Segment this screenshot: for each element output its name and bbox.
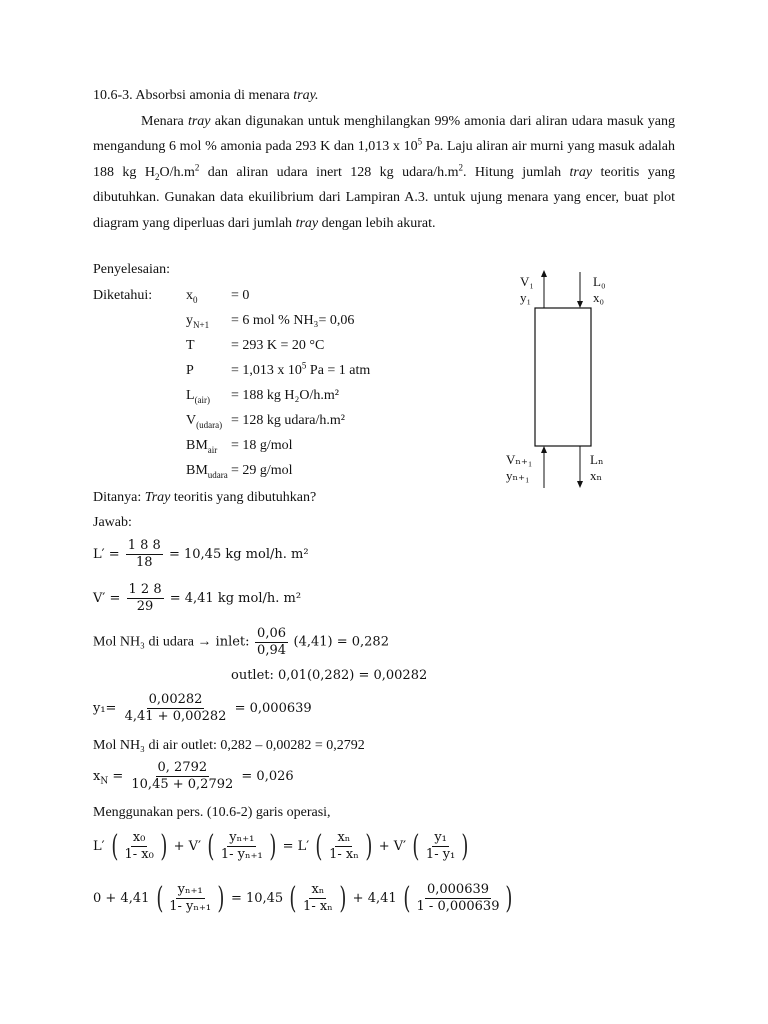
given-value: = 1,013 x $10^5$ Pa = 1 atm [231, 360, 371, 378]
given-value: = 18 g/mol [231, 438, 293, 453]
label-ln: Lₙ [590, 452, 604, 467]
vn1-arrowhead [541, 446, 547, 453]
superscript: 2 [458, 162, 463, 173]
given-row [0, 313, 768, 335]
asked-line: Ditanya: Tray teoritis yang dibutuhkan? [93, 490, 317, 505]
mol-air-outlet: outlet: 0,01(0,282) = 0,00282 [231, 668, 428, 683]
equation-operating-line: L′ ( $\frac{\text{x₀}}{\text{1- x₀}}$ ) + V′ ( $\frac{\text{yₙ₊₁}}{\text{1- yₙ₊₁}}$ ) = L′ ( $\frac{\text{xₙ}}{\text{1- xₙ}}$ ) + V′ ( $\frac{\text{y₁}}{\text{1- y₁}}$ ) [93, 828, 469, 864]
subscript: 2 [154, 171, 160, 182]
column-body [535, 308, 591, 446]
mol-air-inlet: Mol NH₃ di udara → inlet: $\frac{0,06}{0,94}$ (4,41) = 0,282 [93, 626, 389, 658]
problem-text: dengan lebih akurat. [318, 215, 436, 231]
mol-water-outlet: Mol NH₃ di air outlet: 0,282 – 0,00282 = 0,2792 [93, 738, 365, 753]
superscript: 2 [194, 162, 200, 173]
l0-arrowhead [577, 301, 583, 308]
superscript: 5 [417, 136, 423, 147]
equation-v-prime: V′ = $\frac{1 2 8}{29}$ = 4,41 kg mol/h. m² [93, 582, 302, 614]
equation-xn: $x_N$ = $\frac{0, 2792}{10,45 + 0,2792}$ = 0,026 [93, 760, 294, 792]
operating-line-text: Menggunakan pers. (10.6-2) garis operasi, [93, 805, 331, 820]
arrow-right-icon: → [197, 634, 212, 650]
title-text: 10.6-3. Absorbsi amonia di menara [93, 88, 294, 103]
tray-column-diagram [500, 270, 630, 490]
given-key: $L_{(air)}$ [186, 388, 211, 405]
given-value: = 0 [231, 288, 250, 303]
given-key: T [186, 338, 195, 353]
label-x0: x₀ [593, 290, 605, 305]
problem-text: Pa. Laju aliran air murni yang masuk adalah 188 kg H [93, 139, 676, 180]
given-row [0, 360, 768, 385]
equation-l-prime: L′ = $\frac{1 8 8}{18}$ = 10,45 kg mol/h. m² [93, 538, 309, 570]
label-xn: xₙ [590, 468, 603, 483]
problem-title [93, 88, 319, 104]
label-y1: y₁ [520, 290, 532, 305]
given-row [0, 288, 768, 310]
answer-label: Jawab: [93, 515, 132, 530]
label-yn1: yₙ₊₁ [506, 468, 530, 483]
equation-y1: y₁= $\frac{0,00282}{4,41 + 0,00282}$ = 0,000639 [93, 692, 312, 724]
solution-label: Penyelesaian: [93, 262, 170, 277]
problem-italic: tray [295, 215, 319, 231]
given-key: $V_{(udara)}$ [186, 413, 223, 430]
problem-italic: tray [187, 114, 211, 129]
given-key: $BM_{udara}$ [186, 463, 228, 480]
label-v1: V₁ [520, 274, 534, 289]
given-row [0, 438, 768, 460]
given-value: = 6 mol % NH₃= 0,06 [231, 313, 355, 328]
known-label: Diketahui: [93, 288, 153, 303]
given-row [0, 413, 768, 435]
problem-text: . Hitung jumlah [462, 164, 570, 180]
problem-statement [93, 109, 675, 236]
given-key: $BM_{air}$ [186, 438, 218, 455]
v1-arrowhead [541, 270, 547, 277]
problem-text: akan digunakan untuk menghilangkan 99% amonia dari aliran udara masuk yang mengandung 6 mol % amonia pada 293 K dan 1,013 x 10 [93, 114, 675, 155]
given-value: = 29 g/mol [231, 463, 293, 478]
given-row [0, 463, 768, 485]
title-italic: tray. [293, 88, 319, 103]
problem-text: O/h.m [159, 164, 195, 180]
problem-text: dan aliran udara inert 128 kg udara/h.m [199, 164, 459, 180]
given-key: $y_{N+1}$ [186, 313, 210, 330]
problem-italic: tray [569, 164, 593, 180]
given-row [0, 338, 768, 360]
ln-arrowhead [577, 481, 583, 488]
given-value: = 188 kg H₂O/h.m² [231, 388, 339, 403]
given-row [0, 388, 768, 410]
equation-operating-line-numeric: 0 + 4,41 ( $\frac{\text{yₙ₊₁}}{\text{1- yₙ₊₁}}$ ) = 10,45 ( $\frac{\text{xₙ}}{\text{1- xₙ}}$ ) + 4,41 ( $\frac{0,000639}{1 - 0,000639}$ ) [93, 880, 513, 916]
given-key: $x_0$ [186, 288, 198, 305]
given-value: = 128 kg udara/h.m² [231, 413, 345, 428]
given-value: = 293 K = 20 °C [231, 338, 325, 353]
problem-text: Menara [141, 114, 188, 129]
problem-text: teoritis yang dibutuhkan. Gunakan data ekuilibrium dari Lampiran A.3. untuk ujung menara yang encer, buat plot diagram yang diperluas dari jumlah [93, 164, 675, 231]
label-l0: L₀ [593, 274, 606, 289]
label-vn1: Vₙ₊₁ [506, 452, 533, 467]
given-key: P [186, 363, 194, 378]
